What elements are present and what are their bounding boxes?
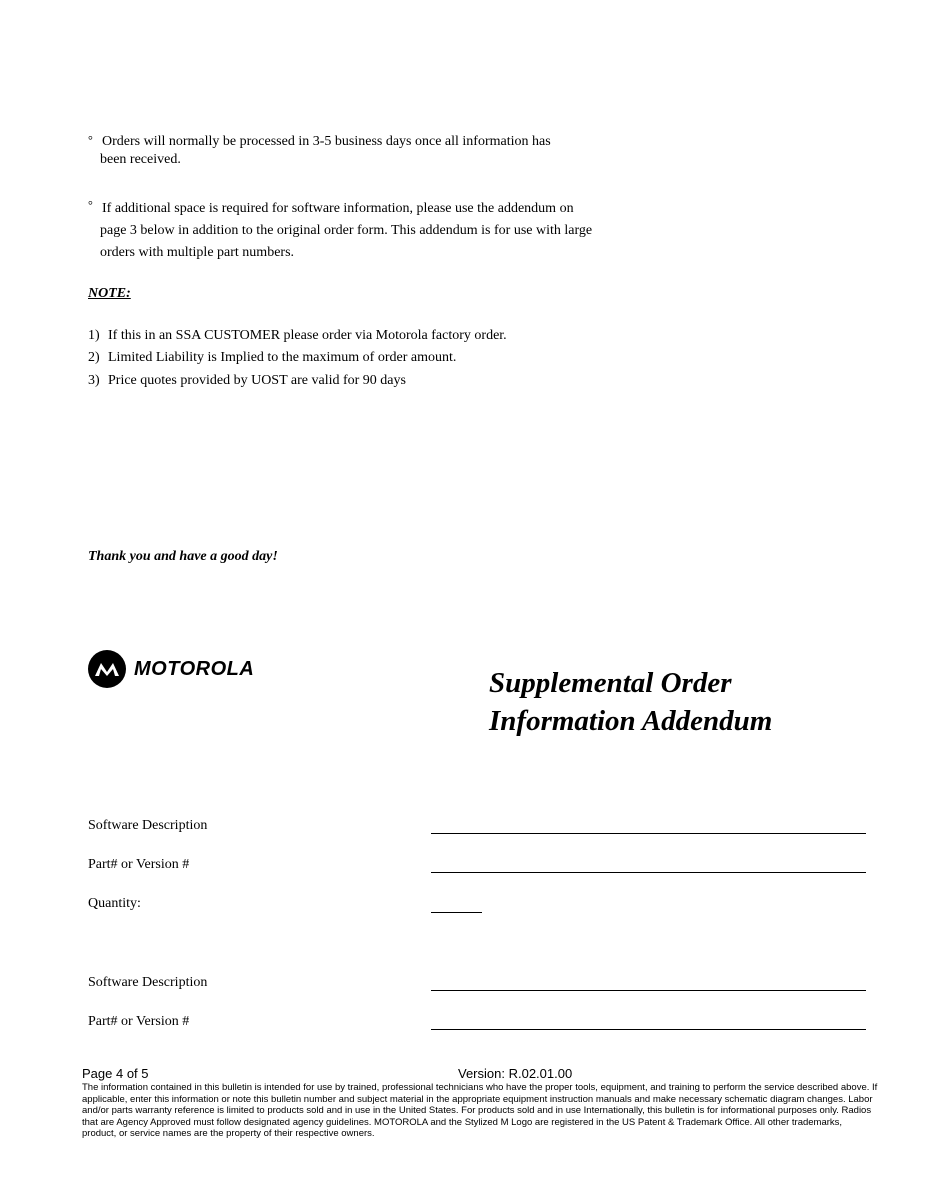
degree-bullet-icon: ° xyxy=(88,198,93,212)
quantity-label: Quantity: xyxy=(88,896,141,911)
note-item: 1) If this in an SSA CUSTOMER please order via Motorola factory order. xyxy=(88,328,507,343)
note-heading: NOTE: xyxy=(88,286,131,301)
note-item: 3) Price quotes provided by UOST are valid for 90 days xyxy=(88,373,406,388)
motorola-logo xyxy=(88,650,254,688)
software-description-label: Software Description xyxy=(88,818,208,833)
closing-message: Thank you and have a good day! xyxy=(88,549,278,564)
degree-bullet-icon: ° xyxy=(88,133,93,147)
page-number: Page 4 of 5 xyxy=(82,1066,149,1081)
software-description-line[interactable] xyxy=(431,990,866,991)
part-version-label: Part# or Version # xyxy=(88,857,190,872)
bullet-addendum-info: ° If additional space is required for software information, please use the addendum on page 3 below in addition to the original order form. This addendum is for use with large orders with multiple part numbers. xyxy=(88,198,593,260)
software-description-line[interactable] xyxy=(431,833,866,834)
part-version-line[interactable] xyxy=(431,1029,866,1030)
bullet-processing-time: ° Orders will normally be processed in 3-5 business days once all information has been received. xyxy=(88,133,551,167)
note-item: 2) Limited Liability is Implied to the maximum of order amount. xyxy=(88,350,457,365)
part-version-label: Part# or Version # xyxy=(88,1014,190,1029)
footer-disclaimer: The information contained in this bulletin is intended for use by trained, professional technicians who have the proper tools, equipment, and training to perform the service described above. If applicable, enter this information or note this bulletin number and subject material in the appropriate equipment instruction manuals and make necessary schematic diagram changes. Labor and/or parts warranty reference is limited to products sold and in use in the United States. For products sold and in use Internationally, this bulletin is for informational purposes only. Radios that are Agency Approved must follow designated agency guidelines. MOTOROLA and the Stylized M Logo are registered in the US Patent & Trademark Office. All other trademarks, product, or service names are the property of their respective owners. xyxy=(82,1082,878,1139)
part-version-line[interactable] xyxy=(431,872,866,873)
addendum-title: Supplemental Order Information Addendum xyxy=(489,667,773,737)
motorola-batwing-icon xyxy=(88,650,126,688)
motorola-wordmark: MOTOROLA xyxy=(134,657,255,680)
quantity-line[interactable] xyxy=(431,912,482,913)
software-description-label: Software Description xyxy=(88,975,208,990)
version-label: Version: R.02.01.00 xyxy=(458,1066,573,1081)
